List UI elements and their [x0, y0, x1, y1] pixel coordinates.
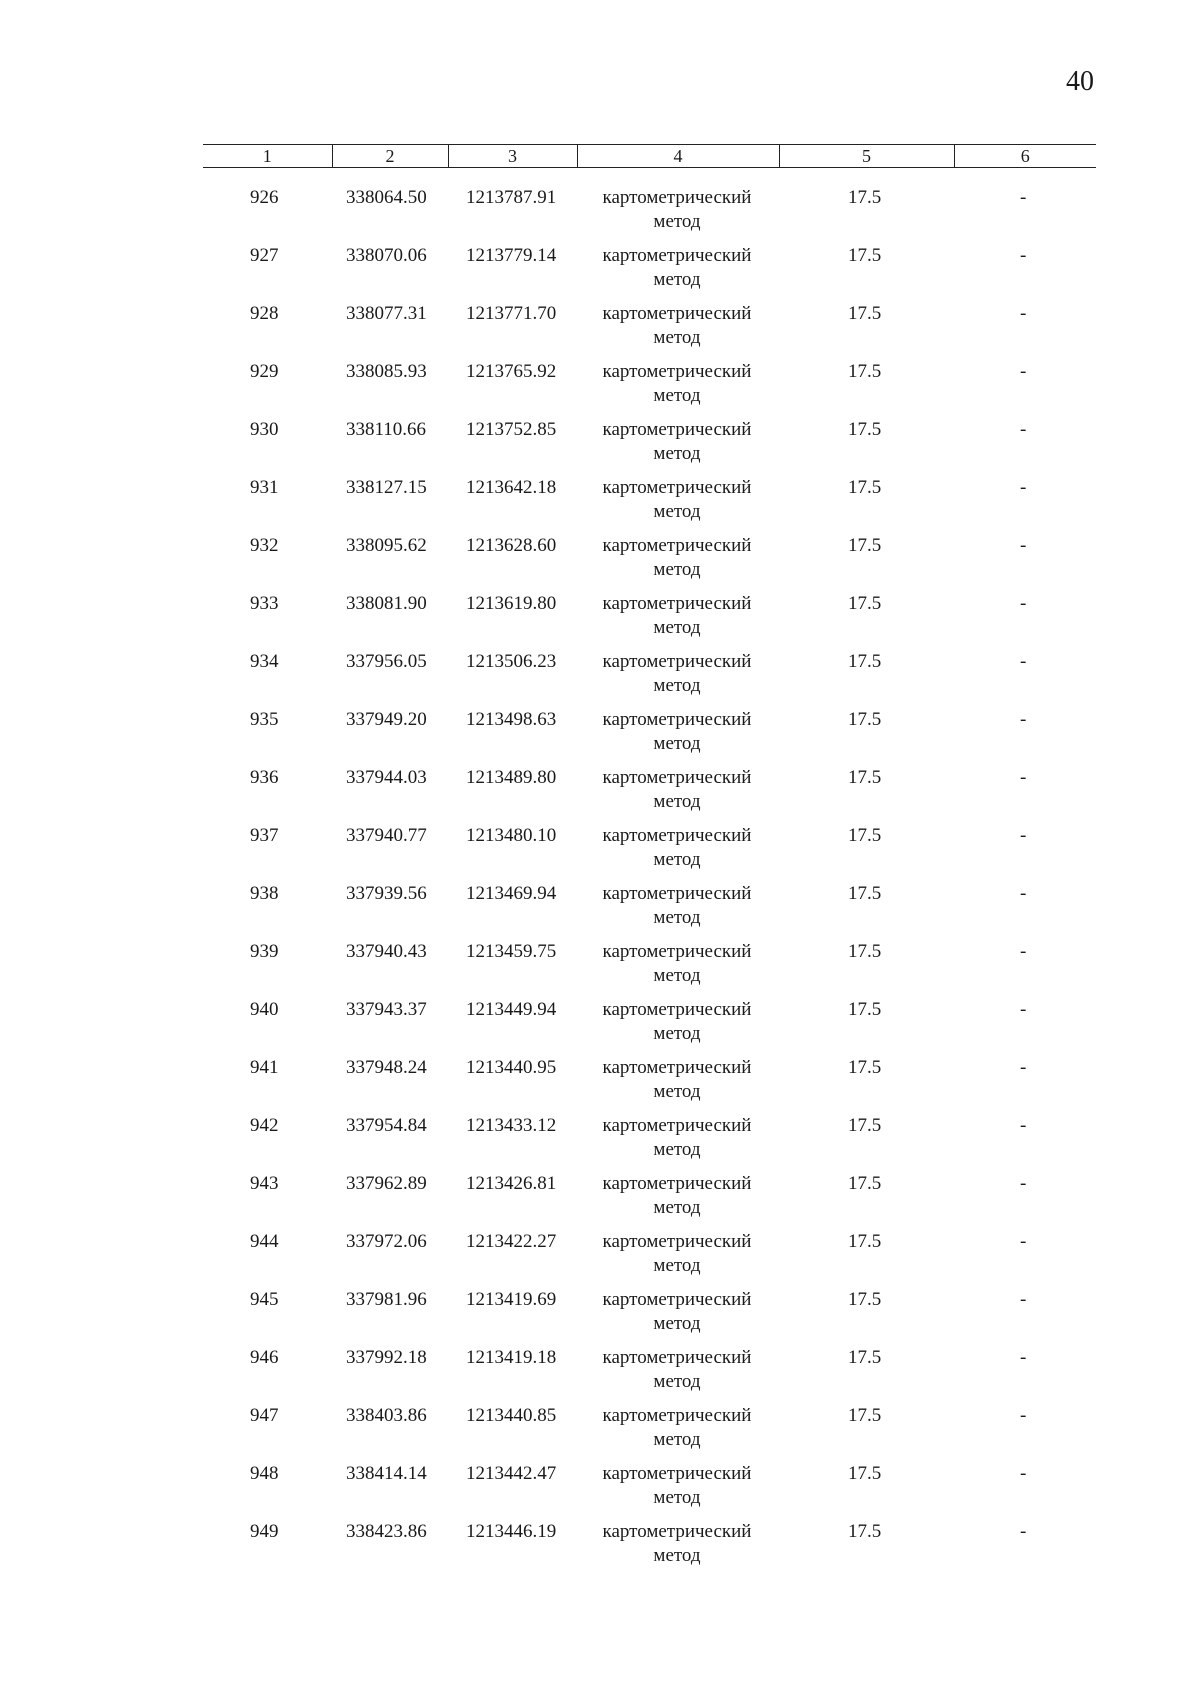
coordinate-y: 1213771.70 [466, 303, 557, 324]
coordinate-x: 338085.93 [346, 361, 427, 382]
note: - [1020, 999, 1027, 1020]
table-row [0, 1404, 1200, 1462]
coordinate-y: 1213469.94 [466, 883, 557, 904]
column-header-6: 6 [954, 145, 1096, 168]
method-line-1: картометрический [602, 941, 752, 962]
accuracy: 17.5 [848, 1347, 882, 1368]
method-line-1: картометрический [602, 825, 752, 846]
point-number: 931 [250, 477, 279, 498]
method [596, 1404, 758, 1452]
method [596, 1114, 758, 1162]
method [596, 1230, 758, 1278]
coordinate-y: 1213787.91 [466, 187, 557, 208]
coordinate-y: 1213459.75 [466, 941, 557, 962]
method-line-1: картометрический [602, 999, 752, 1020]
method-line-1: картометрический [602, 303, 752, 324]
coordinate-x: 338064.50 [346, 187, 427, 208]
method-line-2: метод [653, 849, 701, 870]
column-header-5: 5 [779, 145, 954, 168]
coordinate-x: 338077.31 [346, 303, 427, 324]
method-line-1: картометрический [602, 1173, 752, 1194]
method-line-2: метод [653, 1371, 701, 1392]
note: - [1020, 709, 1027, 730]
point-number: 926 [250, 187, 279, 208]
table-row [0, 940, 1200, 998]
method [596, 650, 758, 698]
table-row [0, 824, 1200, 882]
table-row [0, 708, 1200, 766]
method-line-2: метод [653, 1487, 701, 1508]
table-row [0, 476, 1200, 534]
coordinate-x: 337948.24 [346, 1057, 427, 1078]
coordinate-y: 1213446.19 [466, 1521, 557, 1542]
accuracy: 17.5 [848, 1289, 882, 1310]
note: - [1020, 1521, 1027, 1542]
coordinate-y: 1213498.63 [466, 709, 557, 730]
method-line-2: метод [653, 965, 701, 986]
method [596, 882, 758, 930]
point-number: 938 [250, 883, 279, 904]
method [596, 1462, 758, 1510]
table-row [0, 766, 1200, 824]
accuracy: 17.5 [848, 1115, 882, 1136]
accuracy: 17.5 [848, 1405, 882, 1426]
accuracy: 17.5 [848, 1463, 882, 1484]
accuracy: 17.5 [848, 303, 882, 324]
coordinate-x: 337981.96 [346, 1289, 427, 1310]
method-line-1: картометрический [602, 651, 752, 672]
column-header-2: 2 [332, 145, 448, 168]
table-row [0, 650, 1200, 708]
table-row [0, 186, 1200, 244]
method-line-2: метод [653, 443, 701, 464]
coordinate-y: 1213440.85 [466, 1405, 557, 1426]
note: - [1020, 651, 1027, 672]
method [596, 1172, 758, 1220]
point-number: 948 [250, 1463, 279, 1484]
method [596, 1056, 758, 1104]
accuracy: 17.5 [848, 941, 882, 962]
note: - [1020, 1173, 1027, 1194]
accuracy: 17.5 [848, 477, 882, 498]
coordinate-y: 1213489.80 [466, 767, 557, 788]
method-line-2: метод [653, 327, 701, 348]
column-header-4: 4 [577, 145, 779, 168]
method-line-1: картометрический [602, 1347, 752, 1368]
method-line-2: метод [653, 1081, 701, 1102]
accuracy: 17.5 [848, 651, 882, 672]
column-header-1: 1 [203, 145, 332, 168]
point-number: 946 [250, 1347, 279, 1368]
coordinate-x: 338070.06 [346, 245, 427, 266]
method-line-2: метод [653, 1429, 701, 1450]
accuracy: 17.5 [848, 883, 882, 904]
method-line-1: картометрический [602, 1521, 752, 1542]
table-row [0, 244, 1200, 302]
method-line-1: картометрический [602, 883, 752, 904]
method-line-2: метод [653, 791, 701, 812]
accuracy: 17.5 [848, 1521, 882, 1542]
coordinate-x: 337954.84 [346, 1115, 427, 1136]
column-header-3: 3 [448, 145, 577, 168]
point-number: 929 [250, 361, 279, 382]
coordinate-y: 1213422.27 [466, 1231, 557, 1252]
point-number: 947 [250, 1405, 279, 1426]
point-number: 935 [250, 709, 279, 730]
coordinate-y: 1213426.81 [466, 1173, 557, 1194]
coordinate-x: 337939.56 [346, 883, 427, 904]
table-row [0, 592, 1200, 650]
coordinate-x: 338081.90 [346, 593, 427, 614]
note: - [1020, 245, 1027, 266]
method [596, 592, 758, 640]
method-line-1: картометрический [602, 593, 752, 614]
coordinate-x: 337940.43 [346, 941, 427, 962]
method-line-2: метод [653, 733, 701, 754]
table-row [0, 1056, 1200, 1114]
table-row [0, 360, 1200, 418]
accuracy: 17.5 [848, 187, 882, 208]
method-line-1: картометрический [602, 419, 752, 440]
coordinate-x: 338095.62 [346, 535, 427, 556]
coordinate-y: 1213419.69 [466, 1289, 557, 1310]
method [596, 1520, 758, 1568]
note: - [1020, 361, 1027, 382]
method [596, 708, 758, 756]
point-number: 927 [250, 245, 279, 266]
point-number: 930 [250, 419, 279, 440]
table-body [0, 186, 1200, 1578]
method [596, 302, 758, 350]
point-number: 941 [250, 1057, 279, 1078]
coordinate-x: 338423.86 [346, 1521, 427, 1542]
method-line-1: картометрический [602, 709, 752, 730]
method [596, 1288, 758, 1336]
accuracy: 17.5 [848, 361, 882, 382]
accuracy: 17.5 [848, 1231, 882, 1252]
method [596, 1346, 758, 1394]
coordinate-y: 1213779.14 [466, 245, 557, 266]
point-number: 939 [250, 941, 279, 962]
method-line-1: картометрический [602, 477, 752, 498]
table-row [0, 534, 1200, 592]
point-number: 943 [250, 1173, 279, 1194]
coordinate-y: 1213419.18 [466, 1347, 557, 1368]
method-line-1: картометрический [602, 535, 752, 556]
point-number: 945 [250, 1289, 279, 1310]
method-line-2: метод [653, 1139, 701, 1160]
note: - [1020, 825, 1027, 846]
table-row [0, 1230, 1200, 1288]
point-number: 944 [250, 1231, 279, 1252]
table-header [203, 144, 1096, 168]
coordinate-y: 1213480.10 [466, 825, 557, 846]
method-line-1: картометрический [602, 1289, 752, 1310]
note: - [1020, 1057, 1027, 1078]
method-line-2: метод [653, 385, 701, 406]
method-line-1: картометрический [602, 1231, 752, 1252]
note: - [1020, 477, 1027, 498]
method-line-1: картометрический [602, 361, 752, 382]
method-line-2: метод [653, 1545, 701, 1566]
accuracy: 17.5 [848, 419, 882, 440]
page-number: 40 [1066, 66, 1094, 97]
point-number: 942 [250, 1115, 279, 1136]
note: - [1020, 187, 1027, 208]
table-row [0, 1288, 1200, 1346]
coordinate-y: 1213440.95 [466, 1057, 557, 1078]
method-line-2: метод [653, 907, 701, 928]
point-number: 934 [250, 651, 279, 672]
method-line-2: метод [653, 211, 701, 232]
coordinate-y: 1213433.12 [466, 1115, 557, 1136]
accuracy: 17.5 [848, 593, 882, 614]
method-line-1: картометрический [602, 1057, 752, 1078]
note: - [1020, 1289, 1027, 1310]
method-line-2: метод [653, 675, 701, 696]
method-line-2: метод [653, 559, 701, 580]
method [596, 186, 758, 234]
point-number: 936 [250, 767, 279, 788]
method [596, 476, 758, 524]
coordinate-x: 337972.06 [346, 1231, 427, 1252]
method [596, 418, 758, 466]
method [596, 940, 758, 988]
note: - [1020, 593, 1027, 614]
coordinate-y: 1213752.85 [466, 419, 557, 440]
coordinate-x: 337956.05 [346, 651, 427, 672]
note: - [1020, 419, 1027, 440]
table-row [0, 1114, 1200, 1172]
coordinate-x: 338414.14 [346, 1463, 427, 1484]
method-line-1: картометрический [602, 1115, 752, 1136]
method [596, 360, 758, 408]
accuracy: 17.5 [848, 245, 882, 266]
method [596, 766, 758, 814]
method-line-1: картометрический [602, 187, 752, 208]
accuracy: 17.5 [848, 825, 882, 846]
table-row [0, 882, 1200, 940]
coordinate-y: 1213506.23 [466, 651, 557, 672]
table-row [0, 1346, 1200, 1404]
coordinate-x: 338403.86 [346, 1405, 427, 1426]
point-number: 940 [250, 999, 279, 1020]
coordinate-x: 338110.66 [346, 419, 427, 440]
method-line-2: метод [653, 1197, 701, 1218]
accuracy: 17.5 [848, 535, 882, 556]
coordinate-x: 337949.20 [346, 709, 427, 730]
point-number: 949 [250, 1521, 279, 1542]
note: - [1020, 941, 1027, 962]
table-row [0, 998, 1200, 1056]
table-row [0, 302, 1200, 360]
method-line-2: метод [653, 1313, 701, 1334]
method-line-1: картометрический [602, 1405, 752, 1426]
coordinate-y: 1213442.47 [466, 1463, 557, 1484]
point-number: 932 [250, 535, 279, 556]
coordinate-x: 337992.18 [346, 1347, 427, 1368]
table-row [0, 1520, 1200, 1578]
method [596, 824, 758, 872]
note: - [1020, 1231, 1027, 1252]
accuracy: 17.5 [848, 709, 882, 730]
note: - [1020, 303, 1027, 324]
note: - [1020, 1405, 1027, 1426]
coordinate-y: 1213619.80 [466, 593, 557, 614]
note: - [1020, 883, 1027, 904]
method-line-2: метод [653, 1023, 701, 1044]
coordinate-y: 1213642.18 [466, 477, 557, 498]
coordinate-y: 1213449.94 [466, 999, 557, 1020]
note: - [1020, 1347, 1027, 1368]
method-line-1: картометрический [602, 1463, 752, 1484]
coordinate-x: 337962.89 [346, 1173, 427, 1194]
coordinate-x: 337940.77 [346, 825, 427, 846]
point-number: 937 [250, 825, 279, 846]
note: - [1020, 535, 1027, 556]
accuracy: 17.5 [848, 767, 882, 788]
method-line-2: метод [653, 617, 701, 638]
accuracy: 17.5 [848, 1057, 882, 1078]
method [596, 998, 758, 1046]
coordinate-x: 337943.37 [346, 999, 427, 1020]
point-number: 933 [250, 593, 279, 614]
coordinate-x: 337944.03 [346, 767, 427, 788]
method-line-2: метод [653, 269, 701, 290]
method-line-1: картометрический [602, 767, 752, 788]
accuracy: 17.5 [848, 999, 882, 1020]
method-line-2: метод [653, 501, 701, 522]
point-number: 928 [250, 303, 279, 324]
note: - [1020, 767, 1027, 788]
method-line-1: картометрический [602, 245, 752, 266]
note: - [1020, 1463, 1027, 1484]
coordinate-y: 1213765.92 [466, 361, 557, 382]
method-line-2: метод [653, 1255, 701, 1276]
note: - [1020, 1115, 1027, 1136]
coordinate-y: 1213628.60 [466, 535, 557, 556]
table-row [0, 1172, 1200, 1230]
accuracy: 17.5 [848, 1173, 882, 1194]
method [596, 534, 758, 582]
table-row [0, 418, 1200, 476]
table-row [0, 1462, 1200, 1520]
method [596, 244, 758, 292]
coordinate-x: 338127.15 [346, 477, 427, 498]
